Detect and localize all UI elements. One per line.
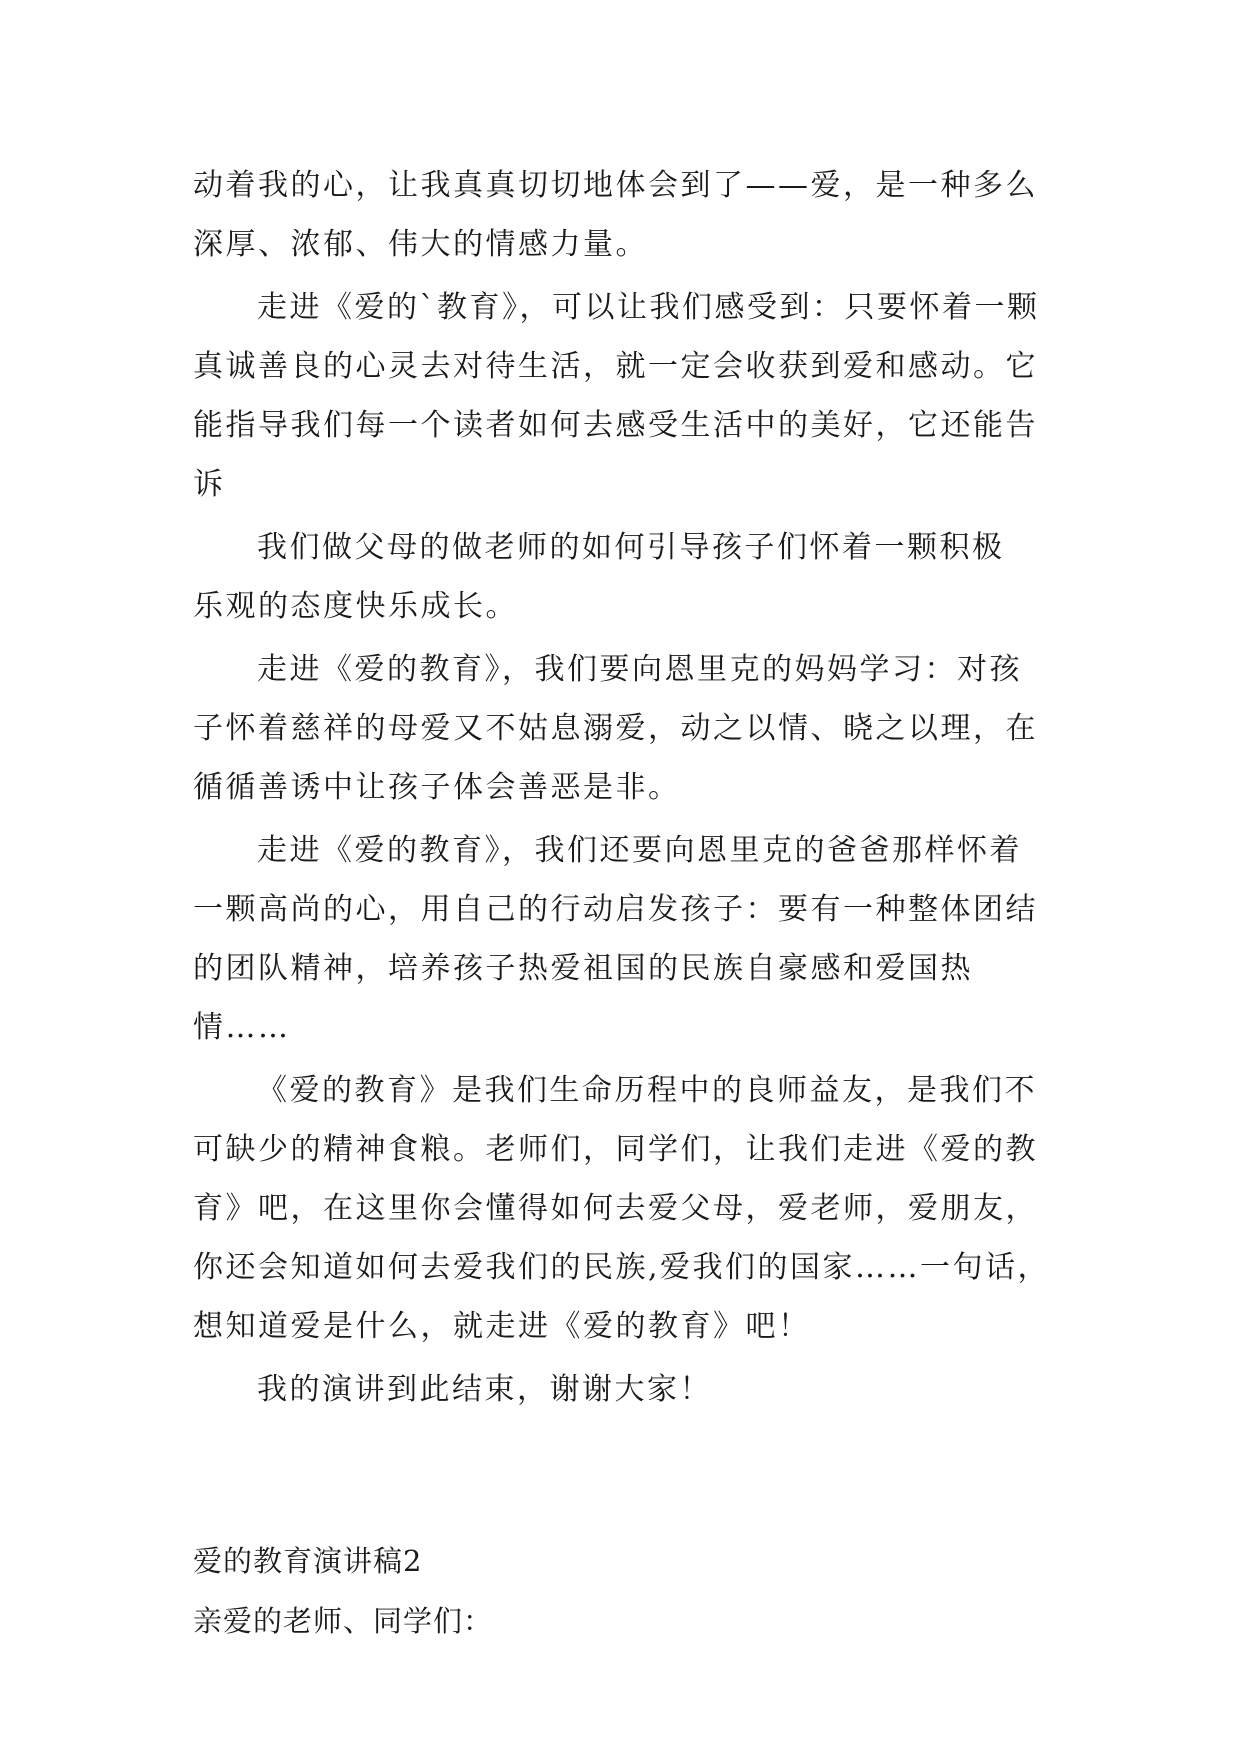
text-line: 可缺少的精神食粮。老师们，同学们，让我们走进《爱的教	[193, 1132, 1038, 1167]
text-line: 走进《爱的教育》，我们要向恩里克的妈妈学习：对孩	[257, 652, 1022, 687]
text-line: 育》吧，在这里你会懂得如何去爱父母，爱老师，爱朋友，	[193, 1191, 1038, 1226]
text-line: 一颗高尚的心，用自己的行动启发孩子：要有一种整体团结	[193, 892, 1038, 927]
paragraph-2	[193, 278, 1053, 514]
text-line: 循循善诱中让孩子体会善恶是非。	[193, 770, 681, 805]
text-line: 乐观的态度快乐成长。	[193, 589, 518, 624]
text-line: 真诚善良的心灵去对待生活，就一定会收获到爱和感动。它	[193, 349, 1038, 384]
text-line: 走进《爱的`教育》，可以让我们感受到：只要怀着一颗	[257, 290, 1040, 325]
text-line: 你还会知道如何去爱我们的民族,爱我们的国家……一句话，	[193, 1250, 1051, 1285]
text-line: 动着我的心，让我真真切切地体会到了——爱，是一种多么	[193, 168, 1038, 203]
text-line: 想知道爱是什么，就走进《爱的教育》吧！	[193, 1309, 811, 1344]
paragraph-6	[193, 1061, 1053, 1356]
section-title: 爱的教育演讲稿2	[193, 1544, 423, 1578]
text-line: 情……	[193, 1010, 291, 1045]
text-line: 《爱的教育》是我们生命历程中的良师益友，是我们不	[257, 1073, 1037, 1108]
paragraph-1	[193, 156, 1053, 274]
salutation: 亲爱的老师、同学们：	[193, 1604, 494, 1638]
text-line: 诉	[193, 467, 226, 502]
document-body	[193, 156, 1053, 1651]
section-heading-block	[193, 1531, 1053, 1651]
text-line: 我的演讲到此结束，谢谢大家！	[257, 1372, 712, 1407]
text-line: 子怀着慈祥的母爱又不姑息溺爱，动之以情、晓之以理，在	[193, 711, 1038, 746]
paragraph-4	[193, 640, 1053, 817]
paragraph-7	[193, 1360, 1053, 1419]
text-line: 我们做父母的做老师的如何引导孩子们怀着一颗积极	[257, 530, 1005, 565]
text-line: 深厚、浓郁、伟大的情感力量。	[193, 227, 648, 262]
paragraph-5	[193, 821, 1053, 1057]
text-line: 的团队精神，培养孩子热爱祖国的民族自豪感和爱国热	[193, 951, 973, 986]
paragraph-3	[193, 518, 1053, 636]
text-line: 能指导我们每一个读者如何去感受生活中的美好，它还能告	[193, 408, 1038, 443]
text-line: 走进《爱的教育》，我们还要向恩里克的爸爸那样怀着	[257, 833, 1022, 868]
